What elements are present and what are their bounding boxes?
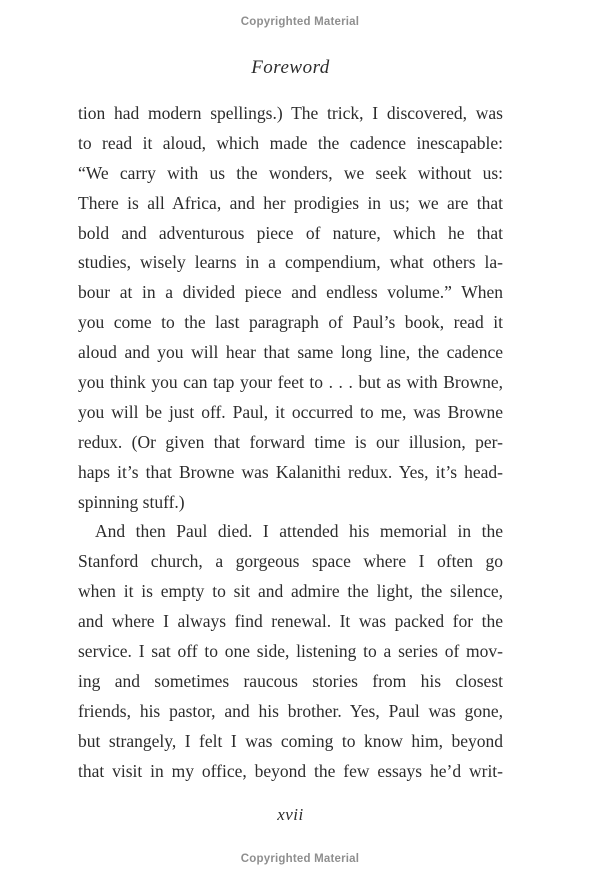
text-line: redux. (Or given that forward time is our illusion, per- — [78, 431, 503, 452]
copyright-notice-top: Copyrighted Material — [240, 16, 360, 28]
text-line: And then Paul died. I attended his memorial in the — [95, 521, 503, 542]
text-line: spinning stuff.) — [78, 491, 185, 512]
text-line: that visit in my office, beyond the few essays he’d writ- — [78, 760, 503, 781]
text-line: service. I sat off to one side, listening to a series of mov- — [78, 641, 503, 662]
text-line: you come to the last paragraph of Paul’s book, read it — [78, 312, 503, 333]
text-line: “We carry with us the wonders, we seek without us: — [78, 162, 503, 183]
text-line: There is all Africa, and her prodigies in us; we are that — [78, 192, 503, 213]
text-line: tion had modern spellings.) The trick, I discovered, was — [78, 103, 503, 123]
page-number: xvii — [277, 805, 304, 824]
text-line: haps it’s that Browne was Kalanithi redux. Yes, it’s head- — [78, 461, 503, 482]
text-line: friends, his pastor, and his brother. Yes, Paul was gone, — [78, 700, 503, 721]
text-line: aloud and you will hear that same long line, the cadence — [78, 342, 503, 363]
text-line: ing and sometimes raucous stories from his closest — [78, 670, 503, 691]
copyright-notice-bottom: Copyrighted Material — [240, 853, 360, 865]
text-line: and where I always find renewal. It was packed for the — [78, 611, 503, 632]
text-line: Stanford church, a gorgeous space where I often go — [78, 551, 503, 572]
text-line: you think you can tap your feet to . . . but as with Browne, — [78, 372, 503, 393]
text-line: to read it aloud, which made the cadence inescapable: — [78, 132, 503, 153]
text-line: you will be just off. Paul, it occurred to me, was Browne — [78, 401, 503, 422]
text-line: but strangely, I felt I was coming to know him, beyond — [78, 730, 503, 751]
text-line: bour at in a divided piece and endless volume.” When — [78, 282, 503, 303]
text-line: studies, wisely learns in a compendium, what others la- — [78, 252, 503, 273]
chapter-title: Foreword — [251, 57, 330, 78]
page-body — [78, 99, 503, 786]
text-line: when it is empty to sit and admire the light, the silence, — [78, 581, 503, 602]
text-line: bold and adventurous piece of nature, which he that — [78, 222, 503, 243]
